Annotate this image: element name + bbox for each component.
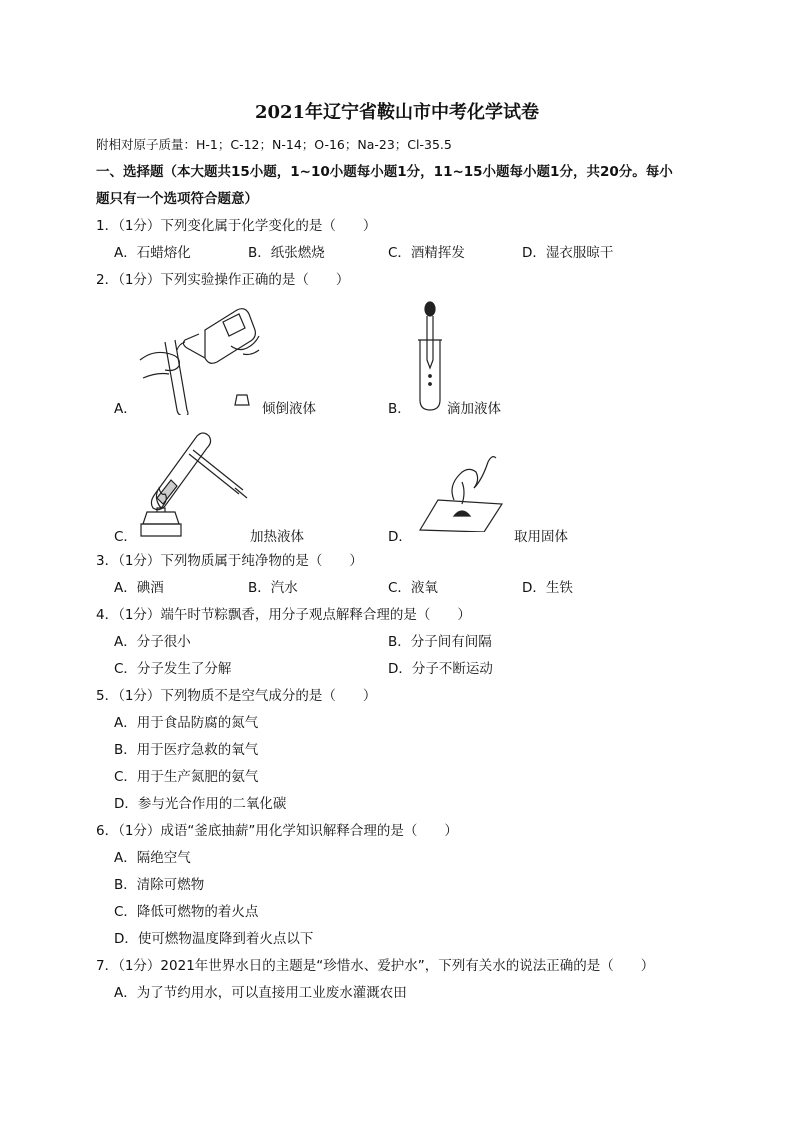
section-heading-line2: 题只有一个选项符合题意）	[96, 191, 258, 207]
heating-liquid-figure	[135, 428, 250, 540]
taking-solid-figure	[418, 452, 503, 532]
atomic-masses: 附相对原子质量：H-1；C-12；N-14；O-16；Na-23；Cl-35.5	[96, 137, 452, 152]
q7-stem: 7．（1分）2021年世界水日的主题是“珍惜水、爱护水”，下列有关水的说法正确的是（ ）	[96, 958, 655, 974]
q5-option-d: D．参与光合作用的二氧化碳	[114, 796, 287, 812]
q2-option-b-letter: B．	[388, 401, 411, 417]
dropper-figure	[410, 300, 450, 412]
q2-option-b-caption: 滴加液体	[447, 401, 501, 417]
q1-stem: 1．（1分）下列变化属于化学变化的是（ ）	[96, 218, 377, 234]
q6-option-d: D．使可燃物温度降到着火点以下	[114, 931, 314, 947]
q3-option-d: D．生铁	[522, 580, 573, 596]
q3-stem: 3．（1分）下列物质属于纯净物的是（ ）	[96, 553, 363, 569]
q2-option-d-caption: 取用固体	[514, 529, 568, 545]
section-heading-line1: 一、选择题（本大题共15小题，1~10小题每小题1分，11~15小题每小题1分，共20分。每小	[96, 164, 673, 180]
q2-option-d-letter: D．	[388, 529, 412, 545]
q7-option-a: A．为了节约用水，可以直接用工业废水灌溉农田	[114, 985, 407, 1001]
q5-stem: 5．（1分）下列物质不是空气成分的是（ ）	[96, 688, 377, 704]
q2-option-c-caption: 加热液体	[250, 529, 304, 545]
q2-option-c-letter: C．	[114, 529, 137, 545]
q6-option-b: B．清除可燃物	[114, 877, 205, 893]
q6-option-a: A．隔绝空气	[114, 850, 191, 866]
q2-stem: 2．（1分）下列实验操作正确的是（ ）	[96, 272, 350, 288]
q4-option-d: D．分子不断运动	[388, 661, 493, 677]
q2-option-a-letter: A．	[114, 401, 137, 417]
q5-option-c: C．用于生产氮肥的氨气	[114, 769, 259, 785]
q2-option-a-caption: 倾倒液体	[262, 401, 316, 417]
q6-option-c: C．降低可燃物的着火点	[114, 904, 259, 920]
q4-option-c: C．分子发生了分解	[114, 661, 232, 677]
q4-option-b: B．分子间有间隔	[388, 634, 492, 650]
q3-option-a: A．碘酒	[114, 580, 164, 596]
page-title: 2021年辽宁省鞍山市中考化学试卷	[254, 102, 540, 123]
q4-stem: 4．（1分）端午时节粽飘香，用分子观点解释合理的是（ ）	[96, 607, 471, 623]
pouring-liquid-figure	[135, 300, 265, 415]
q1-option-d: D．湿衣服晾干	[522, 245, 614, 261]
q4-option-a: A．分子很小	[114, 634, 191, 650]
q3-option-b: B．汽水	[248, 580, 298, 596]
q6-stem: 6．（1分）成语“釜底抽薪”用化学知识解释合理的是（ ）	[96, 823, 458, 839]
q5-option-b: B．用于医疗急救的氧气	[114, 742, 259, 758]
q3-option-c: C．液氧	[388, 580, 438, 596]
q1-option-a: A．石蜡熔化	[114, 245, 191, 261]
q5-option-a: A．用于食品防腐的氮气	[114, 715, 259, 731]
q1-option-c: C．酒精挥发	[388, 245, 465, 261]
q1-option-b: B．纸张燃烧	[248, 245, 325, 261]
